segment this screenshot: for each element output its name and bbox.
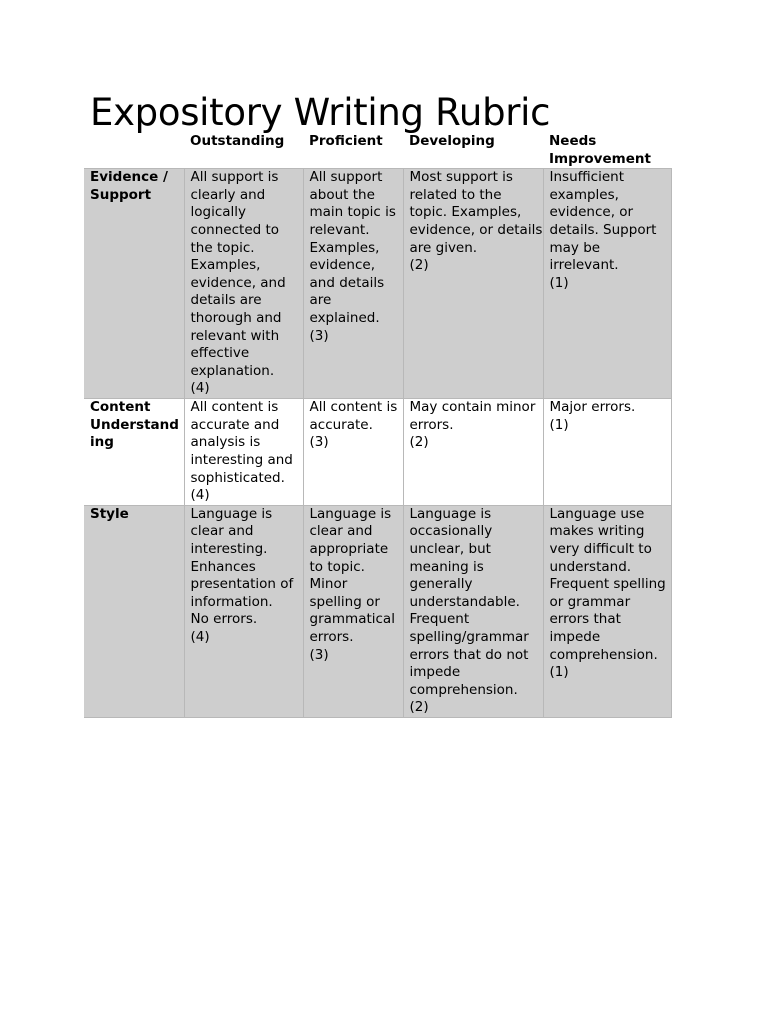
row-label-style: Style bbox=[84, 505, 184, 717]
cell-text: All content is accurate. (3) bbox=[309, 399, 398, 451]
rubric-cell bbox=[543, 505, 671, 717]
rubric-cell bbox=[303, 399, 403, 506]
cell-text: All support about the main topic is relevant. Examples, evidence, and details are explained. (3) bbox=[309, 169, 396, 344]
table-row bbox=[84, 169, 671, 399]
rubric-cell bbox=[184, 399, 303, 506]
rubric-cell bbox=[403, 169, 543, 399]
cell-text: May contain minor errors. (2) bbox=[409, 399, 536, 451]
header-row bbox=[84, 133, 671, 169]
rubric-cell bbox=[403, 399, 543, 506]
header-proficient: Proficient bbox=[309, 133, 383, 149]
cell-text: Major errors. (1) bbox=[549, 399, 636, 433]
cell-text: Most support is related to the topic. Examples, evidence, or details are given. (2) bbox=[409, 169, 543, 274]
row-label-evidence-support: Evidence / Support bbox=[84, 169, 184, 399]
rubric-cell bbox=[543, 169, 671, 399]
cell-text: Insufficient examples, evidence, or details. Support may be irrelevant. (1) bbox=[549, 169, 657, 291]
rubric-cell bbox=[403, 505, 543, 717]
rubric-cell bbox=[184, 505, 303, 717]
header-developing: Developing bbox=[409, 133, 495, 149]
cell-text: Language is clear and interesting. Enhances presentation of information. No errors. (4) bbox=[190, 505, 294, 645]
rubric-cell bbox=[184, 169, 303, 399]
rubric-body bbox=[84, 169, 671, 718]
table-row bbox=[84, 505, 671, 717]
rubric-header bbox=[84, 133, 671, 169]
row-label-content-understanding: Content Understanding bbox=[84, 399, 184, 506]
header-needs-improvement: Needs Improvement bbox=[549, 133, 651, 167]
cell-text: All support is clearly and logically connected to the topic. Examples, evidence, and details are thorough and relevant with effective explanation. (4) bbox=[190, 169, 286, 397]
header-outstanding: Outstanding bbox=[190, 133, 285, 149]
cell-text: Language is clear and appropriate to topic. Minor spelling or grammatical errors. (3) bbox=[309, 505, 395, 663]
rubric-table bbox=[84, 133, 672, 718]
header-corner bbox=[84, 133, 184, 169]
page-title: Expository Writing Rubric bbox=[90, 91, 551, 134]
cell-text: All content is accurate and analysis is interesting and sophisticated. (4) bbox=[190, 399, 293, 504]
table-row bbox=[84, 399, 671, 506]
rubric-cell bbox=[543, 399, 671, 506]
rubric-cell bbox=[303, 169, 403, 399]
rubric-cell bbox=[303, 505, 403, 717]
cell-text: Language use makes writing very difficult to understand. Frequent spelling or grammar errors that impede comprehension. (1) bbox=[549, 505, 666, 681]
cell-text: Language is occasionally unclear, but meaning is generally understandable. Frequent spelling/grammar errors that do not impede comprehension. (2) bbox=[409, 505, 529, 716]
